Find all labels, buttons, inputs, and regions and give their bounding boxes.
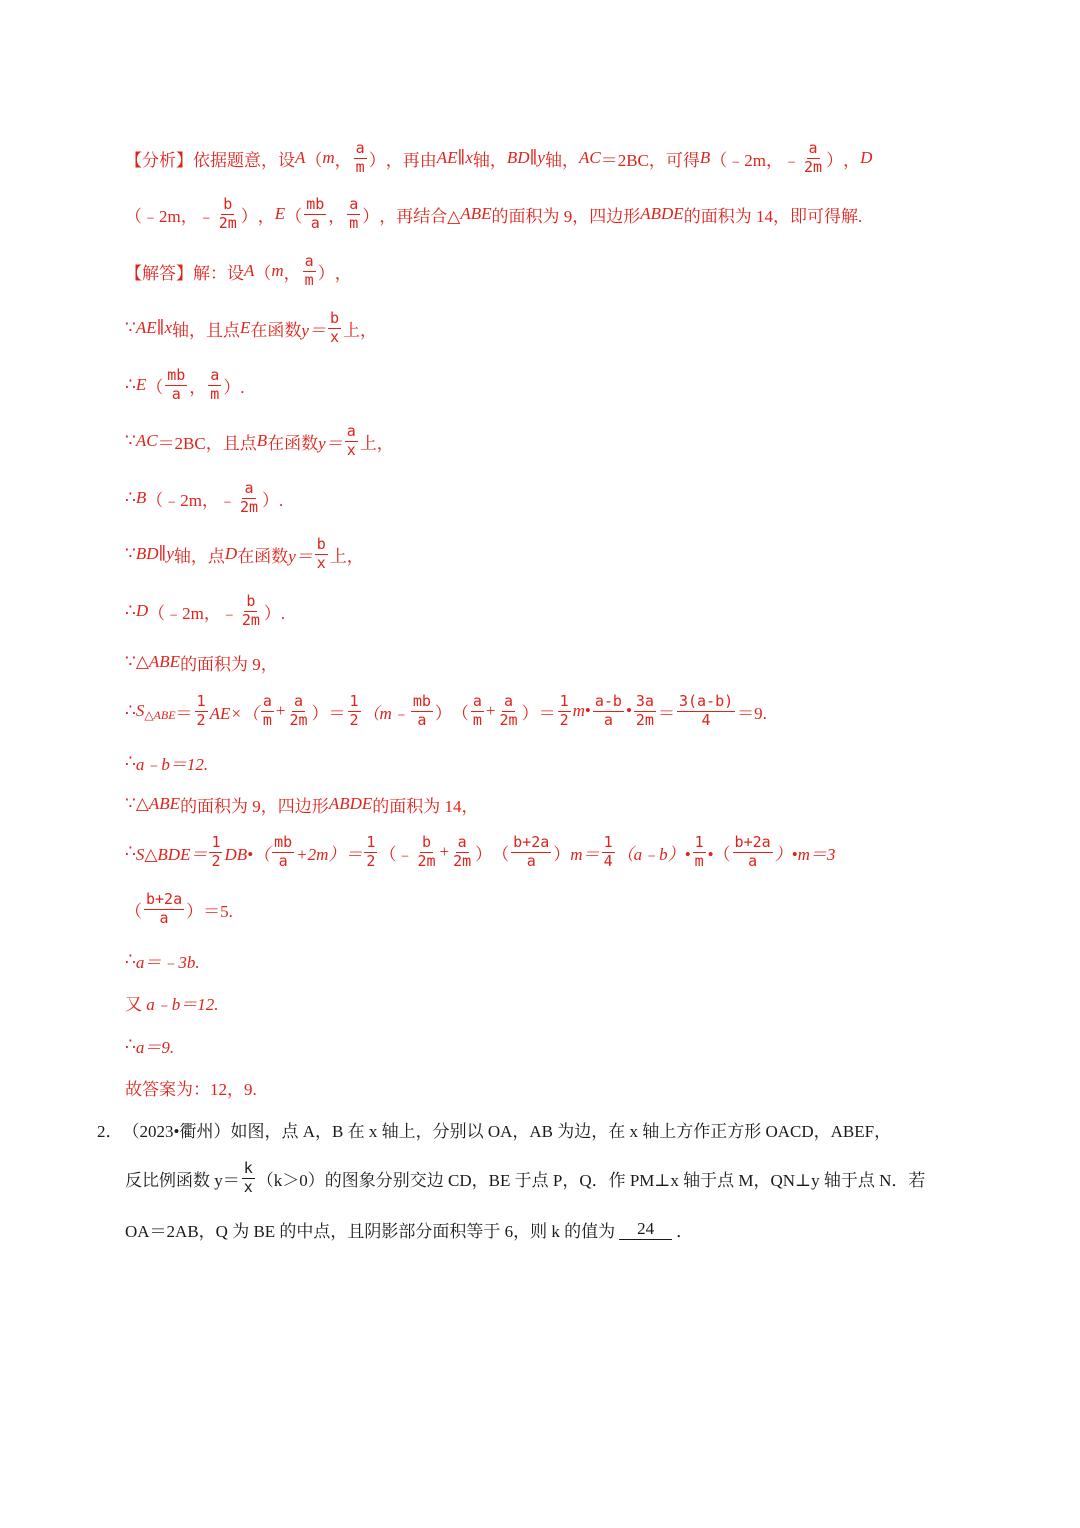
solution-line-14: ∴ a＝9.: [125, 1035, 175, 1057]
fraction: $\frac{a}{x}$: [346, 421, 356, 459]
solution-line-0: 【解答】 解：设 A （ m ， $\frac{a}{m}$ ） ，: [125, 251, 352, 289]
solution-line-11b: （ $\frac{b+2a}{a}$ ）＝5.: [125, 889, 233, 927]
fraction: $\frac{b}{x}$: [329, 308, 339, 346]
fraction: $\frac{1}{m}$: [694, 832, 704, 870]
analysis-label: 【分析】: [125, 150, 193, 170]
problem-line-1: 2． （2023•衢州）如图，点 A，B 在 x 轴上，分别以 OA，AB 为边，在 x 轴上方作正方形 OACD，ABEF，: [97, 1099, 891, 1159]
solution-line-6: ∴ D （﹣2m， ﹣ $\frac{b}{2m}$ ）.: [125, 591, 286, 629]
fraction: $\frac{a}{m}$: [304, 251, 314, 289]
fraction: $\frac{mb}{a}$: [274, 832, 293, 870]
fraction: $\frac{a}{m}$: [210, 365, 220, 403]
fraction: $\frac{1}{2}$: [211, 832, 221, 870]
solution-line-13: 又 a﹣b＝12.: [125, 994, 219, 1014]
fraction: $\frac{a}{m}$: [472, 691, 482, 729]
solution-line-1: ∵ AE ∥ x 轴，且点 E 在函数 y＝ $\frac{b}{x}$ 上，: [125, 308, 377, 346]
solution-line-10: ∵ △ ABE 的面积为 9，四边形 ABDE 的面积为 14，: [125, 794, 479, 816]
fraction: $\frac{a}{2m}$: [804, 138, 823, 176]
analysis-line-1: 【分析】 依据题意，设 A （ m ， $\frac{a}{m}$ ） ，再由 AE ∥ x 轴， BD ∥ y 轴， AC ＝2BC ，可得 B （﹣2m， ﹣ $\frac{a}{2m}$ ） ， D: [125, 138, 873, 176]
fraction: $\frac{k}{x}$: [243, 1158, 253, 1196]
fraction: $\frac{1}{2}$: [559, 691, 569, 729]
fraction: $\frac{b}{x}$: [316, 534, 326, 572]
answer-blank: 24: [619, 1219, 672, 1240]
fraction: $\frac{a}{m}$: [355, 138, 365, 176]
solution-line-8: ∴ S △ABE ＝ $\frac{1}{2}$ AE×（ $\frac{a}{m}$ + $\frac{a}{2m}$ ） ＝ $\frac{1}{2}$ （m﹣ $\frac{mb}{a}$ ） （ $\frac{a}{m}$ + $\frac{a}{2m}$ ） ＝ $\frac{1}{2}$ m • $\frac{a-b}{a}$ • $\frac{3a}{2m}$ ＝ $\frac{3(a-b)}{4}$ ＝9.: [125, 691, 767, 729]
fraction: $\frac{a}{m}$: [262, 691, 272, 729]
fraction: $\frac{3(a-b)}{4}$: [678, 691, 734, 729]
fraction: $\frac{a}{2m}$: [289, 691, 308, 729]
problem-number: 2．: [97, 1121, 123, 1141]
fraction: $\frac{mb}{a}$: [306, 194, 325, 232]
solution-line-3: ∵ AC ＝2BC，且点 B 在函数 y＝ $\frac{a}{x}$ 上，: [125, 421, 394, 459]
fraction: $\frac{a}{2m}$: [453, 832, 472, 870]
problem-line-3: OA＝2AB，Q 为 BE 的中点，且阴影部分面积等于 6，则 k 的值为 24 ．: [125, 1218, 694, 1241]
solution-label: 【解答】: [125, 263, 193, 283]
solution-line-5: ∵ BD ∥ y 轴，点 D 在函数 y＝ $\frac{b}{x}$ 上，: [125, 534, 364, 572]
solution-line-12: ∴ a＝﹣3b.: [125, 950, 200, 972]
fraction: $\frac{b+2a}{a}$: [513, 832, 550, 870]
solution-line-4: ∴ B （﹣2m， ﹣ $\frac{a}{2m}$ ）.: [125, 478, 284, 516]
fraction: $\frac{1}{4}$: [603, 832, 613, 870]
analysis-line-2: （﹣2m， ﹣ $\frac{b}{2m}$ ） ， E （ $\frac{mb}{a}$ ， $\frac{a}{m}$ ） ，再结合△ ABE 的面积为 9，四边形 ABDE 的面积为 14，即可得解.: [125, 194, 863, 232]
fraction: $\frac{b}{2m}$: [218, 194, 237, 232]
fraction: $\frac{a}{2m}$: [239, 478, 259, 516]
solution-line-7: ∵ △ ABE 的面积为 9，: [125, 652, 278, 674]
fraction: $\frac{b+2a}{a}$: [146, 889, 183, 927]
fraction: $\frac{mb}{a}$: [167, 365, 186, 403]
fraction: $\frac{a}{m}$: [349, 194, 359, 232]
fraction: $\frac{b}{2m}$: [241, 591, 260, 629]
fraction: $\frac{a}{2m}$: [499, 691, 518, 729]
final-answer-line: 故答案为：12，9.: [125, 1079, 257, 1099]
fraction: $\frac{1}{2}$: [349, 691, 359, 729]
solution-line-2: ∴ E （ $\frac{mb}{a}$ ， $\frac{a}{m}$ ）.: [125, 365, 245, 403]
fraction: $\frac{3a}{2m}$: [635, 691, 654, 729]
fraction: $\frac{1}{2}$: [366, 832, 376, 870]
problem-line-2: 反比例函数 y＝ $\frac{k}{x}$ （k＞0）的图象分别交边 CD，BE 于点 P，Q．作 PM⊥x 轴于点 M，QN⊥y 轴于点 N．若: [125, 1158, 926, 1196]
fraction: $\frac{a-b}{a}$: [594, 691, 622, 729]
fraction: $\frac{b}{2m}$: [417, 832, 436, 870]
solution-line-11: ∴ S△BDE＝ $\frac{1}{2}$ DB•（ $\frac{mb}{a}$ +2m）＝ $\frac{1}{2}$ （﹣ $\frac{b}{2m}$ + $\frac{a}{2m}$ ） （ $\frac{b+2a}{a}$ ） m＝ $\frac{1}{4}$ （a﹣b）• $\frac{1}{m}$ •（ $\frac{b+2a}{a}$ ）•m＝3: [125, 832, 836, 870]
fraction: $\frac{b+2a}{a}$: [734, 832, 771, 870]
fraction: $\frac{mb}{a}$: [412, 691, 431, 729]
fraction: $\frac{1}{2}$: [196, 691, 206, 729]
solution-line-9: ∴ a﹣b＝12.: [125, 752, 209, 774]
